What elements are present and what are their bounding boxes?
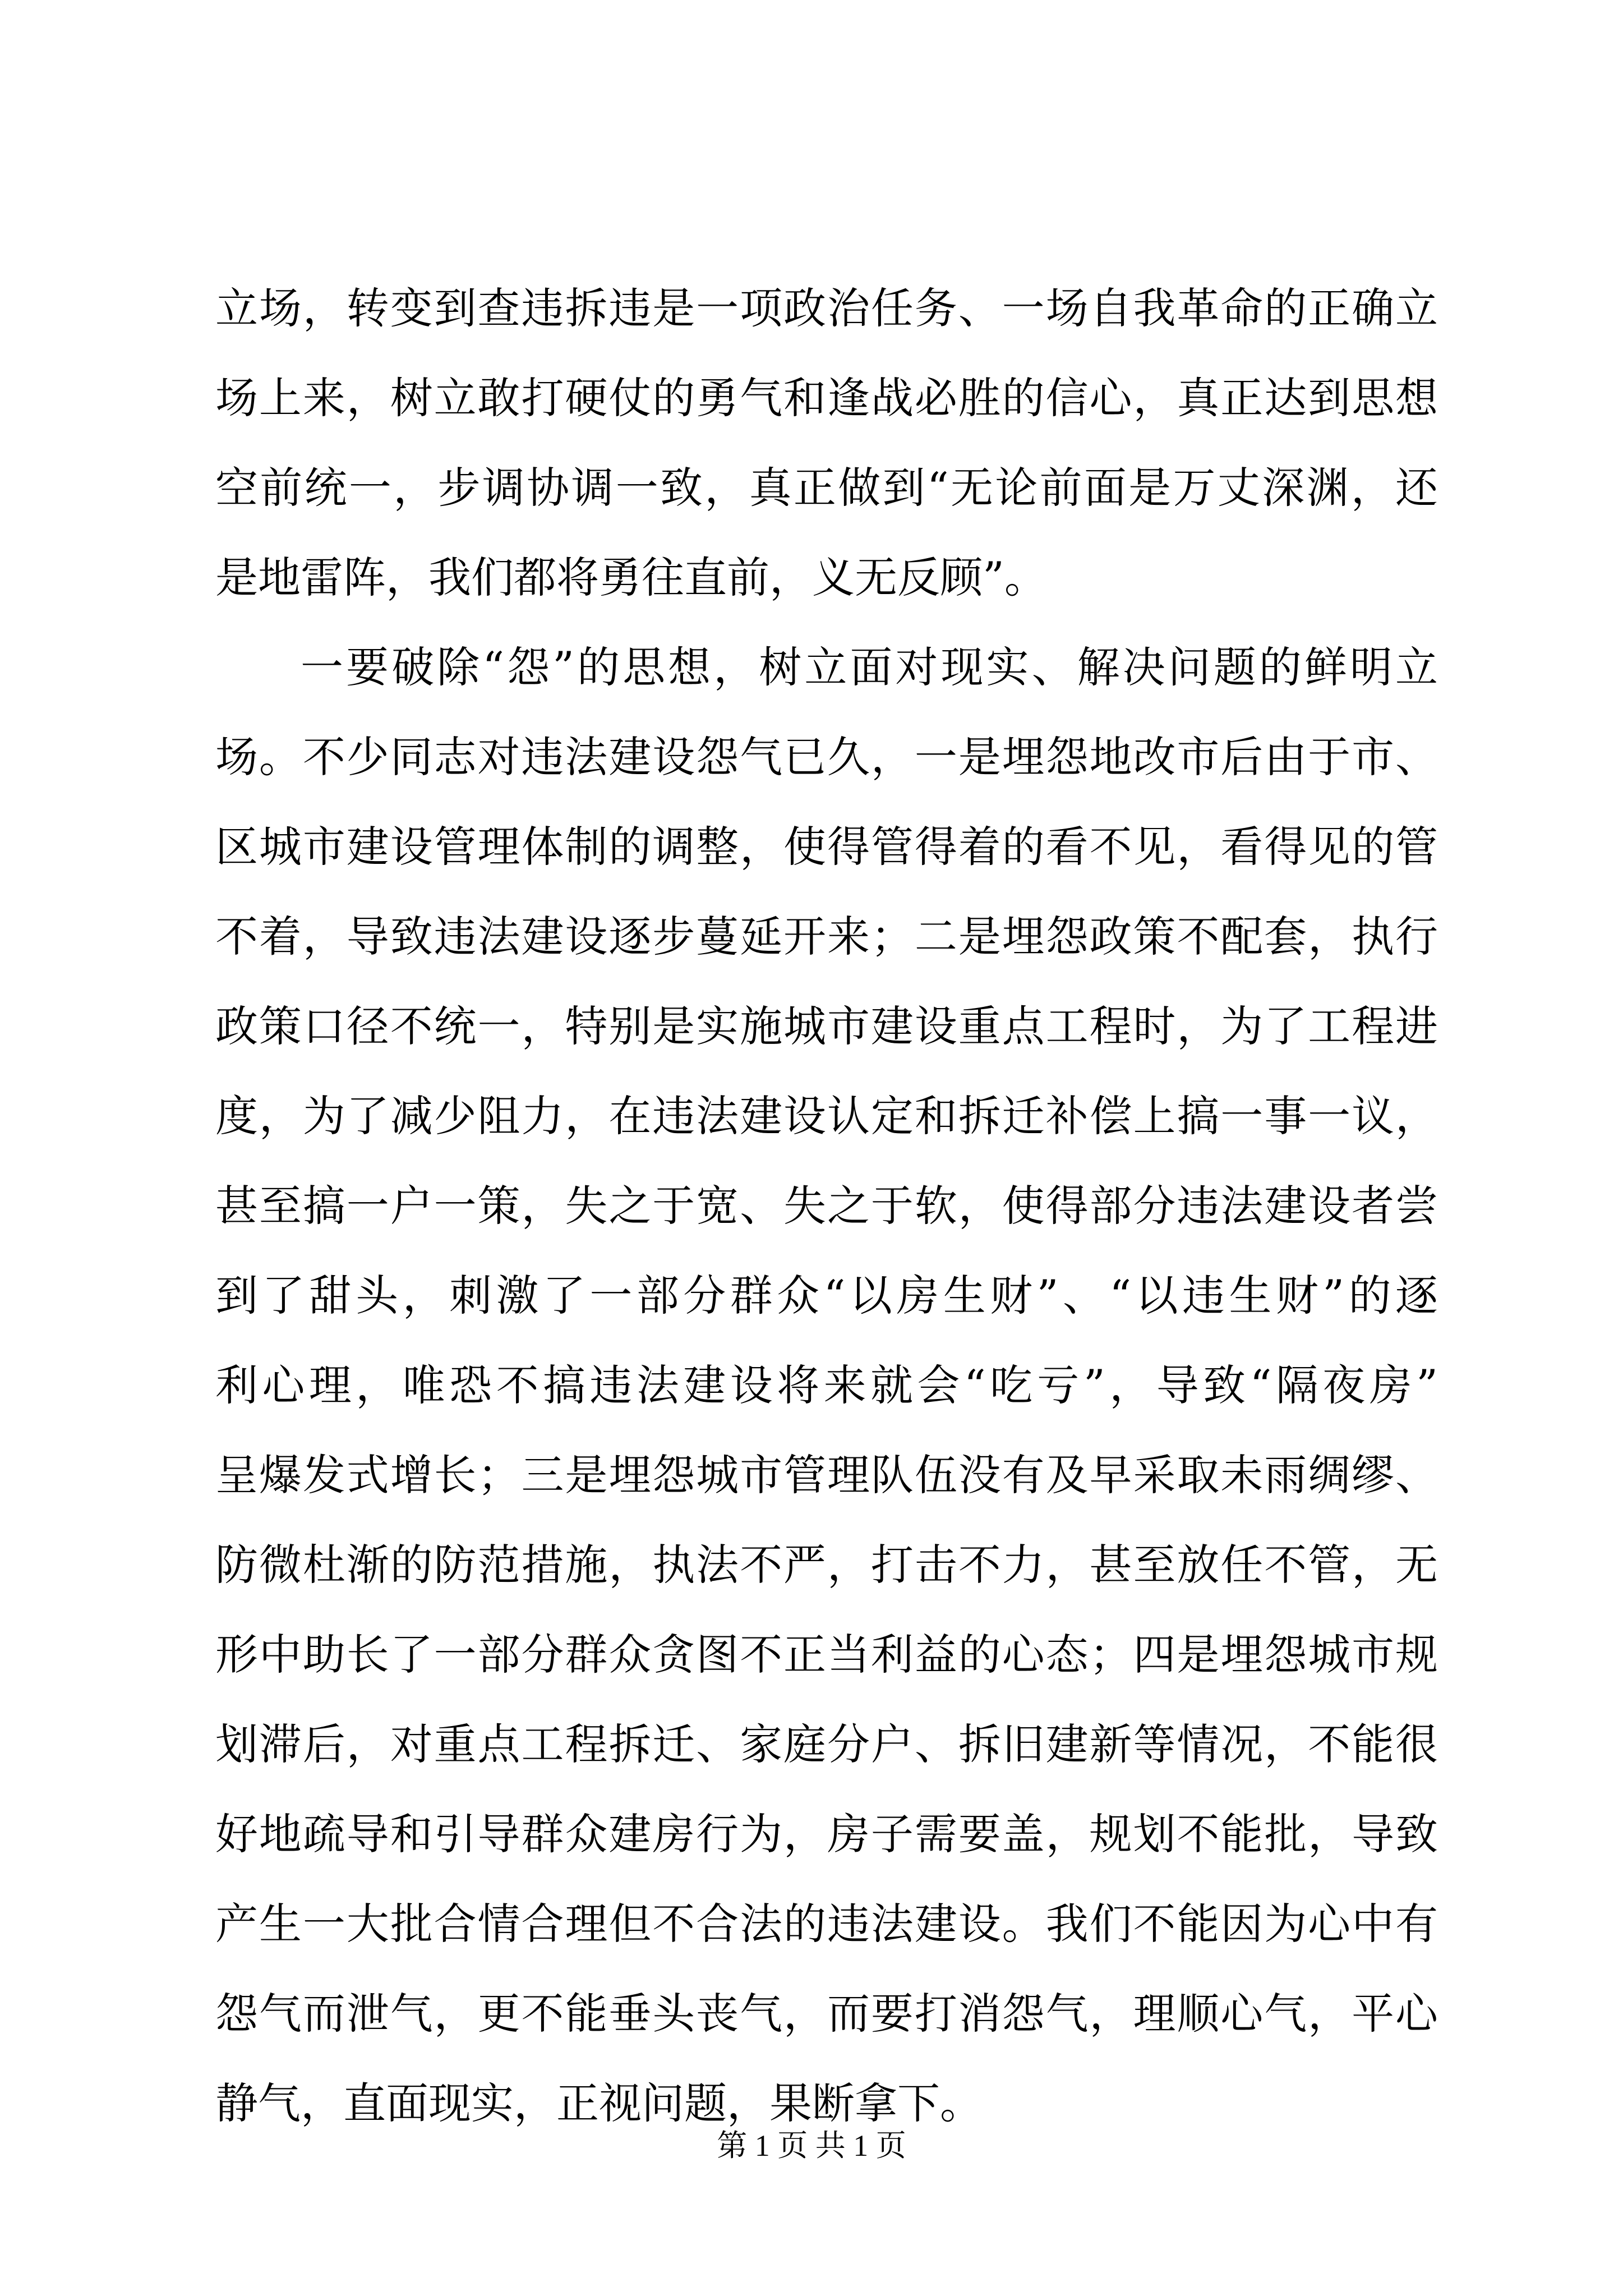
text-line: 甚至搞一户一策，失之于宽、失之于软，使得部分违法建设者尝	[215, 1181, 1438, 1231]
page-footer	[0, 2126, 1623, 2165]
text-line: 度，为了减少阻力，在违法建设认定和拆迁补偿上搞一事一议，	[215, 1091, 1438, 1141]
text-line: 到了甜头，刺激了一部分群众“以房生财”、“以违生财”的逐	[215, 1271, 1438, 1320]
text-line: 不着，导致违法建设逐步蔓延开来；二是埋怨政策不配套，执行	[215, 912, 1438, 961]
paragraph-2	[215, 623, 1438, 2148]
text-line: 立场，转变到查违拆违是一项政治任务、一场自我革命的正确立	[215, 283, 1438, 333]
page-number-label: 第 1 页 共 1 页	[717, 2129, 906, 2162]
text-line: 呈爆发式增长；三是埋怨城市管理队伍没有及早采取未雨绸缪、	[215, 1450, 1438, 1500]
text-line: 怨气而泄气，更不能垂头丧气，而要打消怨气，理顺心气，平心	[215, 1989, 1438, 2039]
text-line: 空前统一，步调协调一致，真正做到“无论前面是万丈深渊，还	[215, 463, 1438, 513]
text-line: 一要破除“怨”的思想，树立面对现实、解决问题的鲜明立	[301, 642, 1438, 692]
text-line: 区城市建设管理体制的调整，使得管得着的看不见，看得见的管	[215, 822, 1438, 872]
text-line: 是地雷阵，我们都将勇往直前，义无反顾”。	[215, 553, 1047, 602]
text-line: 政策口径不统一，特别是实施城市建设重点工程时，为了工程进	[215, 1001, 1438, 1051]
text-line: 静气，直面现实，正视问题，果断拿下。	[215, 2078, 983, 2128]
text-line: 防微杜渐的防范措施，执法不严，打击不力，甚至放任不管，无	[215, 1540, 1438, 1590]
text-line: 产生一大批合情合理但不合法的违法建设。我们不能因为心中有	[215, 1899, 1438, 1949]
text-line: 好地疏导和引导群众建房行为，房子需要盖，规划不能批，导致	[215, 1809, 1438, 1859]
text-line: 形中助长了一部分群众贪图不正当利益的心态；四是埋怨城市规	[215, 1630, 1438, 1680]
text-line: 划滞后，对重点工程拆迁、家庭分户、拆旧建新等情况，不能很	[215, 1719, 1438, 1769]
text-line: 利心理，唯恐不搞违法建设将来就会“吃亏”，导致“隔夜房”	[215, 1360, 1438, 1410]
text-line: 场上来，树立敢打硬仗的勇气和逢战必胜的信心，真正达到思想	[215, 373, 1438, 423]
body-text	[215, 264, 1438, 2148]
paragraph-1	[215, 264, 1438, 623]
text-line: 场。不少同志对违法建设怨气已久，一是埋怨地改市后由于市、	[215, 732, 1438, 782]
